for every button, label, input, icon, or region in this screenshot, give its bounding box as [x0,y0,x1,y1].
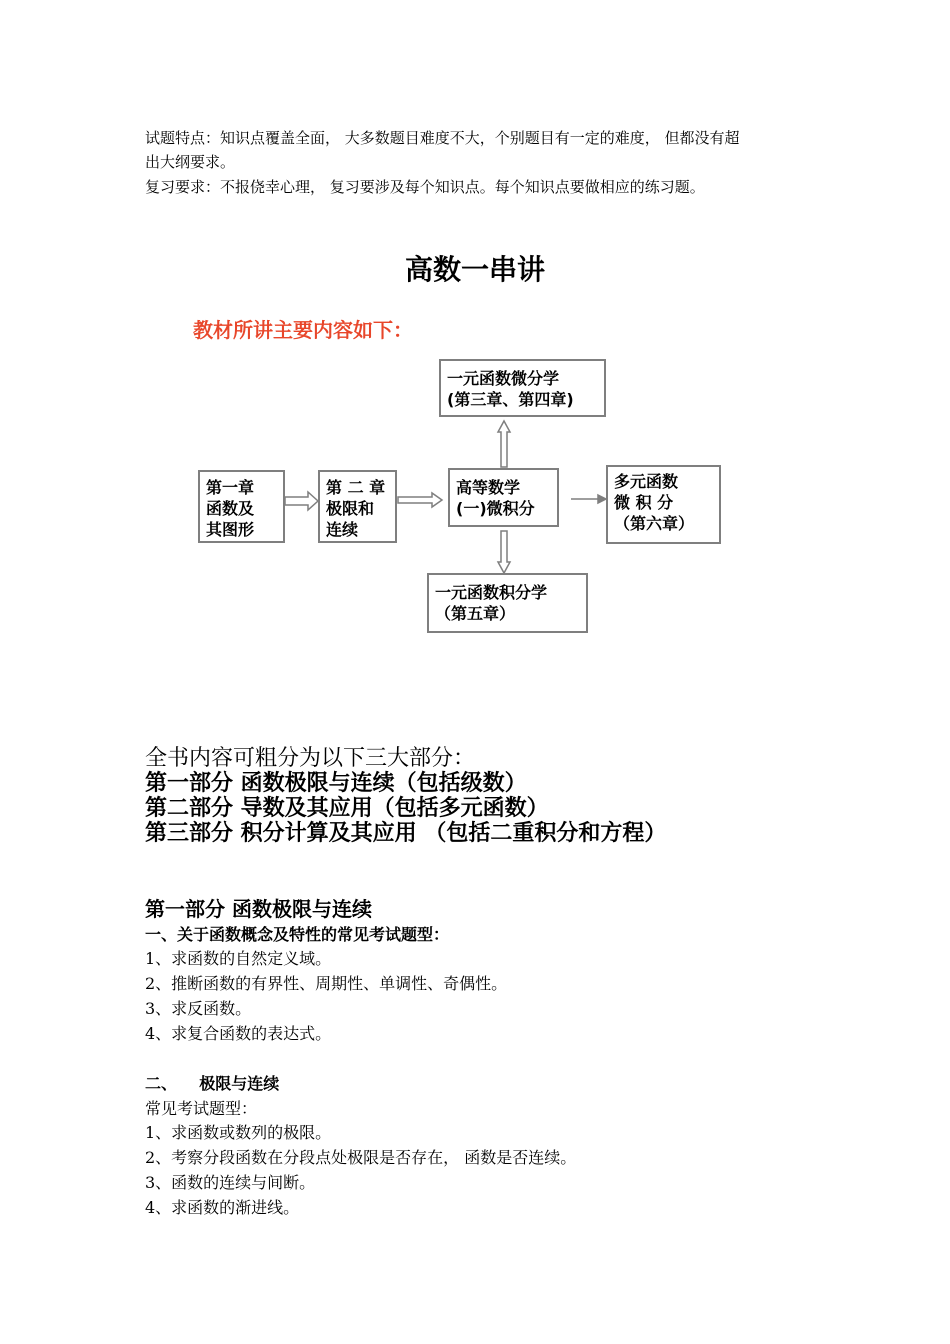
box-ch2-line-1: 第 二 章 [326,478,386,497]
box-ch1-line-1: 第一章 [206,478,255,497]
box-top-line-2: (第三章、第四章) [447,390,574,409]
sub1-title: 一、关于函数概念及特性的常见考试题型： [145,925,450,944]
sub1-item-4: 4、求复合函数的表达式。 [145,1024,332,1043]
sub2-item-1: 1、求函数或数列的极限。 [145,1123,332,1142]
intro-line-2: 出大纲要求。 [145,153,236,171]
box-right-line-3: （第六章） [614,514,695,533]
box-bottom-line-1: 一元函数积分学 [435,583,548,602]
diagram-title: 高数一串讲 [404,253,545,286]
overview-part-1: 第一部分 函数极限与连续（包括级数） [145,771,527,796]
box-higher-math-calculus [448,468,559,527]
arrow-center-to-top [498,421,510,467]
box-chapter-1 [198,470,285,543]
box-ch1-line-2: 函数及 [206,499,255,518]
box-ch2-line-2: 极限和 [326,499,375,518]
sub1-item-2: 2、推断函数的有界性、周期性、单调性、奇偶性。 [145,974,508,993]
box-ch2-line-3: 连续 [326,520,359,539]
arrow-center-to-right [571,495,606,503]
box-right-line-1: 多元函数 [614,472,679,491]
intro-line-1: 试题特点：知识点覆盖全面， 大多数题目难度不大，个别题目有一定的难度， 但都没有超 [145,129,740,147]
sub2-item-4: 4、求函数的渐进线。 [145,1198,300,1217]
sub2-label: 常见考试题型： [145,1099,258,1118]
arrow-center-to-bottom [498,531,510,573]
overview-part-3: 第三部分 积分计算及其应用 （包括二重积分和方程） [145,821,667,846]
diagram-subtitle: 教材所讲主要内容如下： [193,318,413,342]
arrow-ch2-to-center [398,493,442,507]
box-center-line-2: (一)微积分 [456,499,535,518]
overview-heading: 全书内容可粗分为以下三大部分： [145,746,476,771]
arrow-ch1-to-ch2 [285,492,318,510]
intro-line-3: 复习要求：不报侥幸心理， 复习要涉及每个知识点。每个知识点要做相应的练习题。 [145,178,705,196]
sub1-item-1: 1、求函数的自然定义域。 [145,949,332,968]
box-right-line-2: 微 积 分 [614,493,674,512]
box-single-variable-differential [439,359,606,417]
overview-part-2: 第二部分 导数及其应用（包括多元函数） [145,796,549,821]
sub2-item-2: 2、考察分段函数在分段点处极限是否存在， 函数是否连续。 [145,1148,577,1167]
box-bottom-line-2: （第五章） [435,604,516,623]
section1-heading: 第一部分 函数极限与连续 [145,897,372,921]
box-chapter-2 [318,470,397,543]
box-ch1-line-3: 其图形 [206,520,255,539]
sub2-item-3: 3、函数的连续与间断。 [145,1173,316,1192]
box-single-variable-integral [427,573,588,633]
box-multivariable-calculus [606,465,721,544]
box-center-line-1: 高等数学 [456,478,521,497]
sub2-title: 二、 极限与连续 [145,1074,280,1093]
sub1-item-3: 3、求反函数。 [145,999,252,1018]
box-top-line-1: 一元函数微分学 [447,369,560,388]
